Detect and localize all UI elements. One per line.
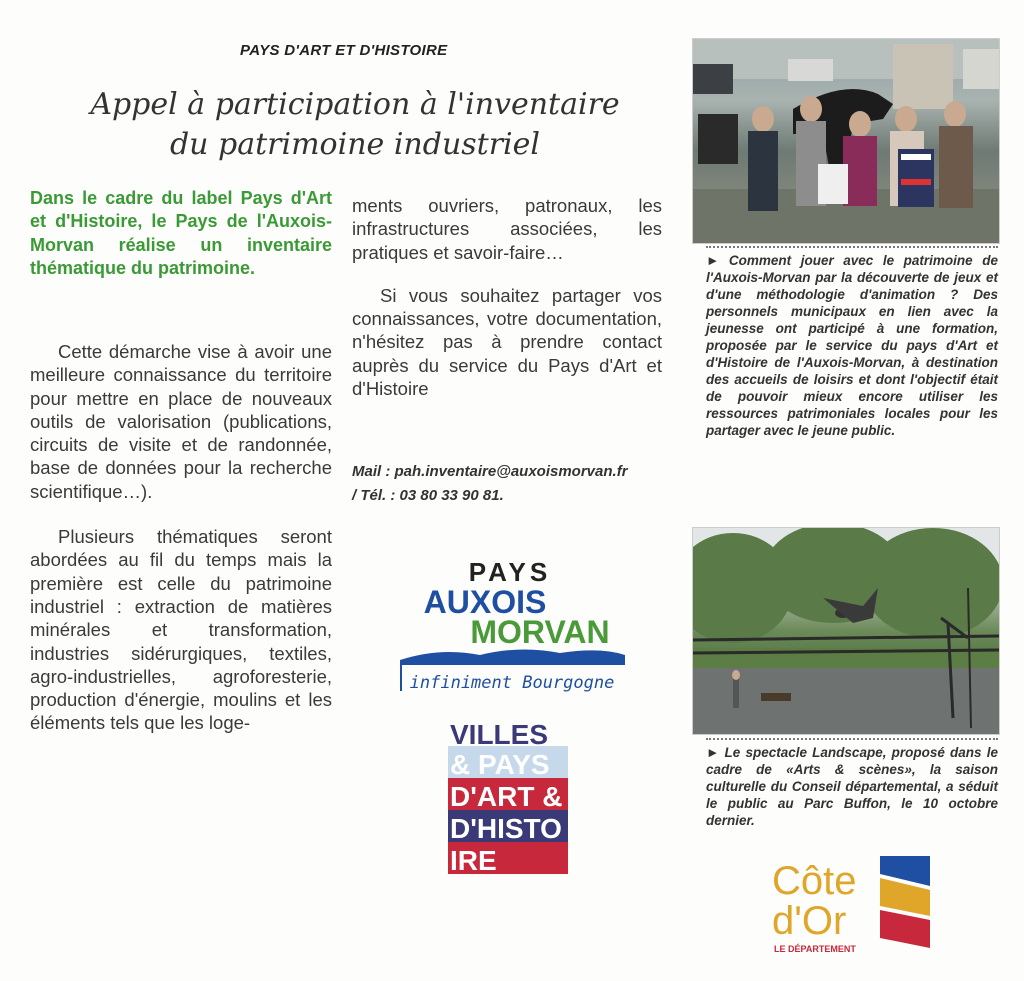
photo-landscape-performance [692, 527, 1000, 735]
article-title [60, 85, 650, 165]
logo-morvan-text: MORVAN [470, 614, 610, 650]
column-1 [30, 340, 332, 735]
title-line-1: Appel à participation à l'inventaire [90, 87, 620, 122]
cote-tagline: LE DÉPARTEMENT [774, 944, 856, 954]
body-paragraph-2-continued: ments ouvriers, patronaux, les infrastructures associées, les pratiques et savoir-faire… [352, 195, 662, 263]
photo-1-caption: ► Comment jouer avec le patrimoine de l'Auxois-Morvan par la découverte de jeux et d'une méthodologie d'animation ? Des personnels municipaux en lien avec la jeunesse ont participé à une formation, proposée par le service du pays d'Art et d'Histoire de l'Auxois-Morvan, à destination des accueils de loisirs et dont l'objectif était de pouvoir mieux encore utiliser les ressources patrimoniales locales pour les partager avec le jeune public. [706, 246, 998, 439]
logo-tagline: infiniment Bourgogne [409, 673, 615, 693]
villes-line-1: VILLES [450, 719, 549, 750]
villes-line-2: & PAYS [450, 749, 550, 780]
villes-line-3: D'ART & [450, 781, 563, 812]
contact-info [352, 460, 672, 508]
villes-line-4: D'HISTO [450, 813, 562, 844]
section-label: PAYS D'ART ET D'HISTOIRE [240, 42, 448, 59]
villes-pays-art-histoire-logo [448, 716, 568, 874]
contact-phone: / Tél. : 03 80 33 90 81. [352, 487, 504, 504]
cote-line-2: d'Or [772, 899, 847, 943]
title-line-2: du patrimoine industriel [169, 127, 541, 162]
lead-paragraph: Dans le cadre du label Pays d'Art et d'Histoire, le Pays de l'Auxois-Morvan réalise un inventaire thématique du patrimoine. [30, 188, 332, 278]
body-paragraph-2: Plusieurs thématiques seront abordées au fil du temps mais la première est celle du patrimoine industriel : extraction de matières minérales et transformation, industries sidérurgiques, textiles, agro-industrielles, agroforesterie, production d'énergie, moulins et les éléments tels que les loge- [30, 526, 332, 734]
column-2 [352, 194, 662, 400]
contact-mail: Mail : pah.inventaire@auxoismorvan.fr [352, 463, 628, 480]
pays-auxois-morvan-logo [400, 555, 625, 695]
cote-dor-logo [770, 856, 930, 956]
photo-2-caption: ► Le spectacle Landscape, proposé dans le cadre de «Arts & scènes», la saison culturelle du Conseil départemental, a séduit le public au Parc Buffon, le 10 octobre dernier. [706, 738, 998, 829]
photo-group-horse-statue [692, 38, 1000, 244]
body-paragraph-3: Si vous souhaitez partager vos connaissances, votre documentation, n'hésitez pas à prendre contact auprès du service du Pays d'Art et d'Histoire [352, 284, 662, 400]
logo-pays-text: PAYS [468, 557, 552, 587]
logo-auxois-text: AUXOIS [423, 584, 547, 620]
body-paragraph-1: Cette démarche vise à avoir une meilleure connaissance du territoire pour mettre en place de nouveaux outils de valorisation (publications, circuits de visite et de randonnée, base de données pour la recherche scientifique…). [30, 341, 332, 502]
villes-line-5: IRE [450, 845, 497, 874]
cote-line-1: Côte [772, 859, 857, 903]
